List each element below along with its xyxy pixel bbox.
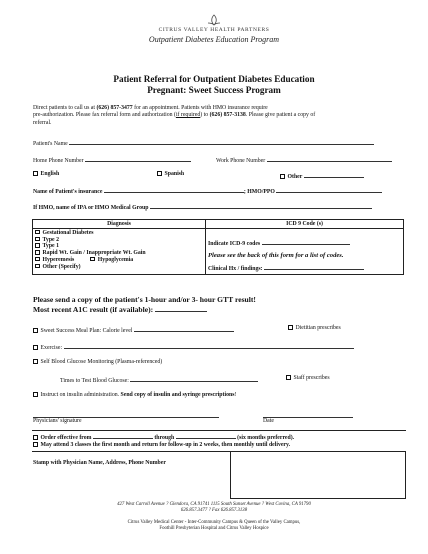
intro-text: for an appointment. Patients with HMO insurance require: [132, 105, 268, 111]
clinical-label: Clinical Hx / findings:: [208, 266, 263, 273]
footer-phone-line: 626.857.3477 ? Fax 626.857.3138: [180, 508, 248, 513]
type2-checkbox[interactable]: [35, 237, 40, 242]
diagnosis-item[interactable]: [35, 264, 203, 271]
language-other[interactable]: [280, 171, 364, 181]
exercise-row: [33, 342, 354, 352]
test-times-row: [60, 375, 258, 385]
stamp-label: Stamp with Physician Name, Address, Phone Number: [33, 460, 166, 466]
diagnosis-label: Hyperemesis: [42, 256, 75, 263]
order-effective-row: [33, 432, 405, 442]
diagnosis-label: Type 2: [42, 236, 59, 243]
clinical-row: [208, 263, 401, 273]
home-phone-field[interactable]: [85, 155, 191, 162]
gtt-request: Please send a copy of the patient's 1-hour and/or 3- hour GTT result!: [33, 295, 256, 304]
intro-text: pre-authorization. Please fax referral form and authorization (: [33, 112, 176, 119]
insulin-row[interactable]: [33, 392, 236, 399]
work-phone-row: [216, 155, 392, 165]
language-english[interactable]: [33, 171, 59, 178]
icd-header: ICD 9 Code (s): [206, 220, 404, 229]
order-through-label: through: [154, 435, 175, 441]
fax-number: (626) 857-3138: [209, 112, 246, 119]
letterhead: [0, 14, 428, 44]
insulin-prescriptions-note: Send copy of insulin and syringe prescriptions: [120, 392, 235, 398]
stamp-box[interactable]: [230, 451, 406, 499]
work-phone-label: Work Phone Number: [216, 158, 266, 164]
staff-row[interactable]: [286, 375, 330, 382]
spanish-label: Spanish: [164, 171, 185, 177]
calorie-level-field[interactable]: [134, 325, 234, 332]
meal-plan-row: [33, 325, 234, 335]
a1c-label: Most recent A1C result (if available):: [33, 304, 154, 314]
intro-paragraph: [33, 105, 403, 127]
other-language-checkbox[interactable]: [280, 174, 285, 179]
spanish-checkbox[interactable]: [157, 171, 162, 176]
icd-field[interactable]: [262, 238, 350, 245]
footer-address: [0, 502, 428, 514]
patient-name-label: Patient's Name: [33, 141, 68, 147]
home-phone-row: [33, 155, 191, 165]
intro-text: Direct patients to call us at: [33, 105, 97, 111]
icd-label: Indicate ICD-9 codes: [208, 240, 261, 247]
diagnosis-label: Gestational Diabetes: [42, 229, 94, 236]
weight-gain-checkbox[interactable]: [35, 250, 40, 255]
exercise-checkbox[interactable]: [33, 345, 38, 350]
footer-facilities: [0, 520, 428, 532]
order-end-field[interactable]: [176, 432, 236, 439]
appointment-phone: (626) 857-3477: [96, 105, 133, 111]
hmo-ppo-label: ; HMO/PPO: [243, 189, 275, 195]
if-required-text: if required: [175, 112, 201, 119]
a1c-field[interactable]: [155, 305, 207, 312]
insurance-field[interactable]: [104, 186, 244, 193]
diagnosis-header: Diagnosis: [33, 220, 206, 229]
patient-name-row: [33, 138, 374, 148]
home-phone-label: Home Phone Number: [33, 158, 84, 164]
diagnosis-item[interactable]: [35, 250, 203, 257]
hyperemesis-checkbox[interactable]: [35, 257, 40, 262]
hmo-group-label: If HMO, name of IPA or HMO Medical Group: [33, 205, 149, 211]
order-effective-checkbox[interactable]: [33, 435, 38, 440]
organization-name: CITRUS VALLEY HEALTH PARTNERS: [158, 27, 270, 33]
meal-plan-checkbox[interactable]: [33, 328, 38, 333]
intro-text: referral.: [33, 119, 52, 126]
other-language-field[interactable]: [304, 171, 364, 178]
test-times-label: Times to Test Blood Glucose:: [60, 378, 129, 384]
hypoglycemia-checkbox[interactable]: [90, 257, 95, 262]
date-field[interactable]: [263, 413, 353, 418]
staff-checkbox[interactable]: [286, 375, 291, 380]
staff-label: Staff prescribes: [293, 375, 330, 381]
order-start-field[interactable]: [93, 432, 153, 439]
footer-address-line: 427 West Carroll Avenue ? Glendora, CA 91741 1115 South Sunset Avenue ? West Covina, CA 91790: [117, 502, 311, 507]
title-line-1: Patient Referral for Outpatient Diabetes Education: [113, 74, 315, 84]
diagnosis-item[interactable]: [35, 237, 203, 244]
insurance-label: Name of Patient's insurance: [33, 189, 103, 195]
diagnosis-table: [32, 219, 404, 275]
classes-row[interactable]: [33, 442, 405, 449]
dietitian-row[interactable]: [288, 325, 341, 332]
leaf-logo-icon: [0, 14, 428, 26]
sbgm-label: Self Blood Glucose Monitoring (Plasma-referenced): [40, 359, 163, 365]
form-title: [0, 74, 428, 96]
diagnosis-item[interactable]: [35, 243, 203, 250]
diagnosis-item[interactable]: [35, 257, 203, 264]
intro-text: ) to: [200, 112, 210, 119]
diagnosis-label: Rapid Wt. Gain / Inappropriate Wt. Gain: [42, 250, 146, 257]
other-language-label: Other: [287, 174, 303, 180]
exercise-field[interactable]: [64, 342, 354, 349]
insulin-checkbox[interactable]: [33, 392, 38, 397]
dietitian-label: Dietitian prescribes: [295, 325, 341, 331]
diagnosis-options: [33, 229, 206, 275]
gtt-block: [33, 295, 256, 314]
see-back-note: Please see the back of this form for a list of codes.: [208, 252, 344, 260]
exercise-label: Exercise:: [40, 345, 63, 351]
footer-facilities-line: Citrus Valley Medical Center - Inter-Community Campus & Queen of the Valley Campus,: [127, 520, 301, 525]
title-line-2: Pregnant: Sweet Success Program: [147, 85, 281, 95]
classes-checkbox[interactable]: [33, 442, 38, 447]
sbgm-row[interactable]: [33, 359, 162, 366]
dietitian-checkbox[interactable]: [288, 325, 293, 330]
gestational-checkbox[interactable]: [35, 230, 40, 235]
insulin-label: Instruct on insulin administration.: [40, 392, 121, 398]
icd-codes-cell: [206, 229, 404, 275]
hmo-group-field[interactable]: [150, 202, 372, 209]
diagnosis-item[interactable]: [35, 230, 203, 237]
diagnosis-label: Other (Specify): [42, 263, 81, 270]
test-times-field[interactable]: [130, 375, 258, 382]
work-phone-field[interactable]: [267, 155, 392, 162]
clinical-field[interactable]: [264, 263, 364, 270]
insurance-row: [33, 186, 382, 196]
order-effective-label: Order effective from: [40, 435, 92, 441]
physician-signature-label: Physicians' signature: [33, 418, 82, 424]
other-diagnosis-checkbox[interactable]: [35, 264, 40, 269]
type1-checkbox[interactable]: [35, 243, 40, 248]
english-checkbox[interactable]: [33, 171, 38, 176]
english-label: English: [40, 171, 60, 177]
icd-row: [208, 238, 401, 248]
meal-plan-label: Sweet Success Meal Plan: Calorie level: [40, 328, 133, 334]
hmo-ppo-field[interactable]: [276, 186, 382, 193]
insulin-label-end: !: [234, 392, 237, 398]
date-label: Date: [263, 418, 274, 424]
diagnosis-label: Hypoglycemia: [97, 256, 134, 263]
hmo-group-row: [33, 202, 372, 212]
program-name: Outpatient Diabetes Education Program: [148, 35, 280, 44]
diagnosis-label: Type 1: [42, 243, 59, 250]
footer-facilities-line: Foothill Presbyterian Hospital and Citrus Valley Hospice: [159, 526, 269, 531]
classes-label: May attend 3 classes the first month and return for follow-up in 2 weeks, then monthly until delivery.: [40, 442, 291, 449]
patient-name-field[interactable]: [69, 138, 374, 145]
intro-text: . Please give patient a copy of: [245, 112, 316, 119]
sbgm-checkbox[interactable]: [33, 359, 38, 364]
orders-box: [32, 430, 406, 452]
order-preference-label: (six months preferred).: [237, 435, 295, 441]
language-spanish[interactable]: [157, 171, 184, 178]
